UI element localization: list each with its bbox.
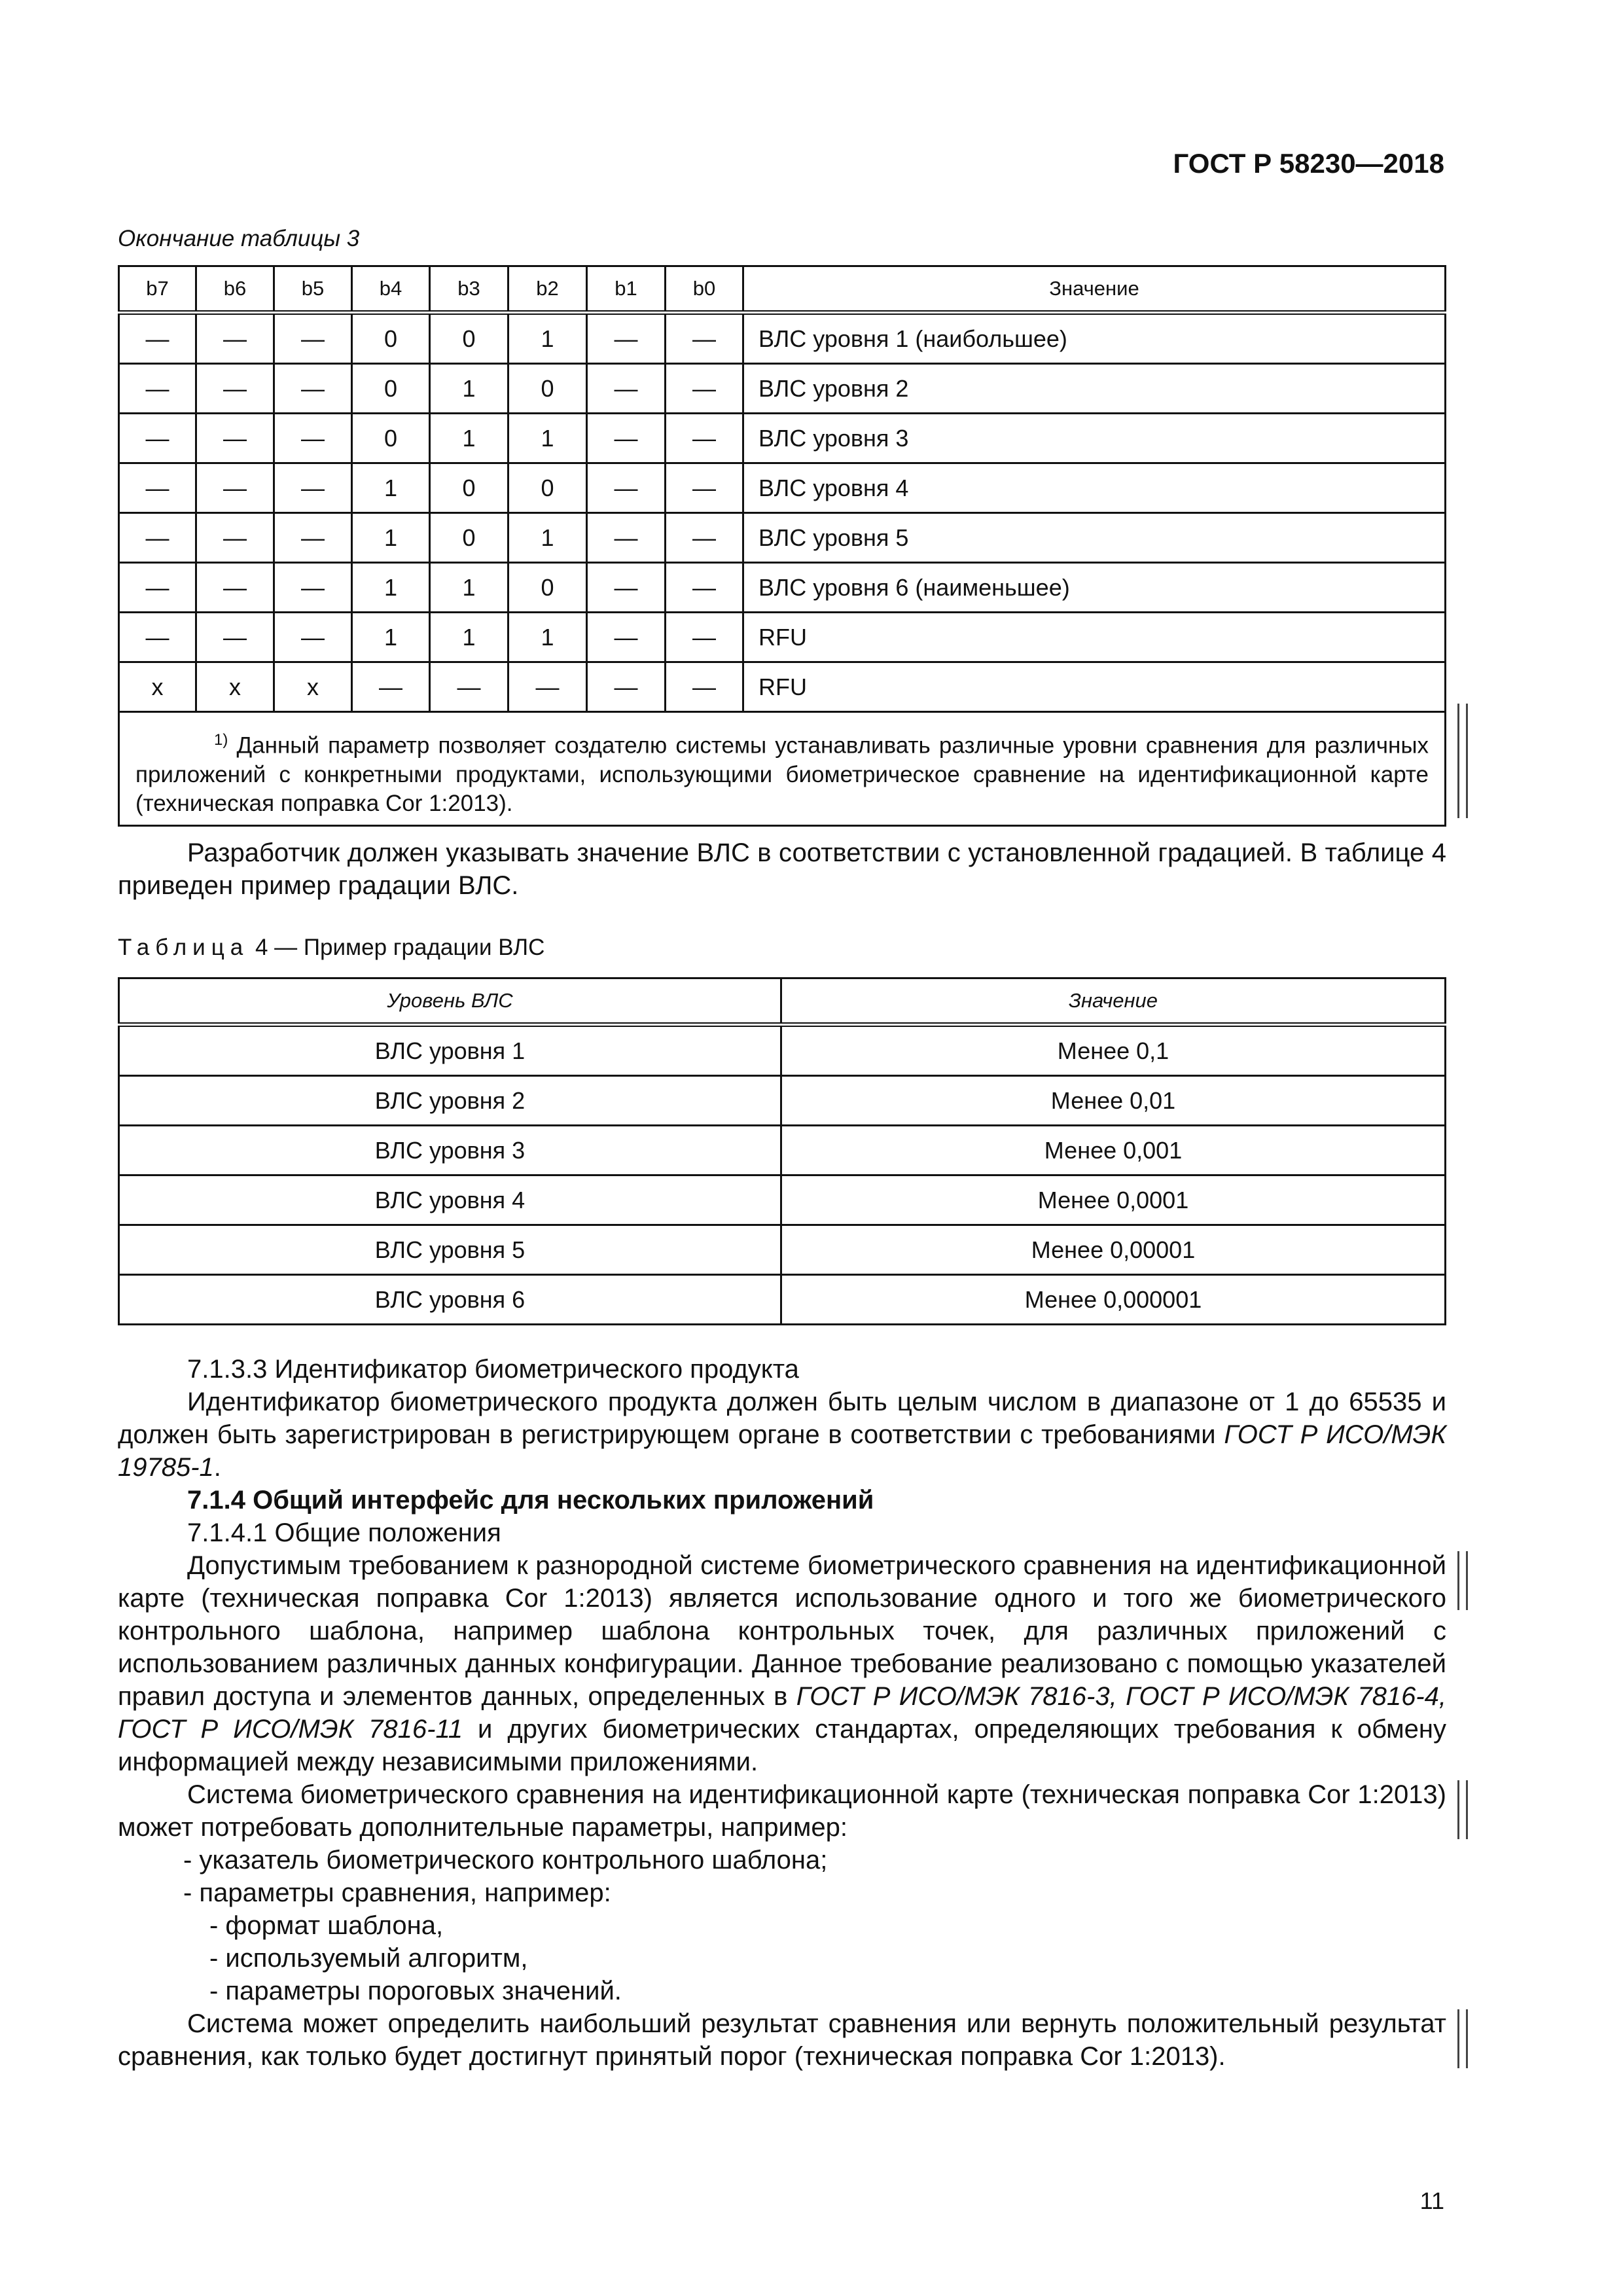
table-row xyxy=(119,463,1446,513)
table3-bit-cell: — xyxy=(196,414,274,463)
table3-bit-cell: 1 xyxy=(430,364,508,414)
table3-meaning-cell: ВЛС уровня 5 xyxy=(743,513,1446,563)
table-row xyxy=(119,414,1446,463)
table-row xyxy=(119,313,1446,364)
table-row xyxy=(119,1076,1446,1126)
table4-level-cell: ВЛС уровня 3 xyxy=(119,1126,781,1175)
table3-bit-cell: 0 xyxy=(352,364,430,414)
table4-value-cell: Менее 0,1 xyxy=(781,1025,1446,1076)
table4-caption-title: 4 — Пример градации ВЛС xyxy=(249,935,545,960)
page-number: 11 xyxy=(1419,2187,1444,2214)
table4-level-cell: ВЛС уровня 6 xyxy=(119,1275,781,1325)
table3-bit-cell: — xyxy=(666,463,743,513)
table3-bit-cell: — xyxy=(119,513,196,563)
table3-bit-cell: 0 xyxy=(430,313,508,364)
table3-bit-cell: — xyxy=(196,364,274,414)
table3-bit-cell: — xyxy=(274,513,352,563)
table3-bit-cell: — xyxy=(587,364,666,414)
table3-col-header: b7 xyxy=(119,266,196,313)
table3-meaning-cell: ВЛС уровня 2 xyxy=(743,364,1446,414)
table3-bit-cell: — xyxy=(196,313,274,364)
table3-bit-cell: — xyxy=(119,563,196,613)
sub-list-item: - формат шаблона, xyxy=(209,1911,444,1940)
change-bar xyxy=(1457,1551,1468,1610)
table3-bit-cell: 1 xyxy=(430,613,508,662)
table3-bit-cell: x xyxy=(196,662,274,712)
list-item: - параметры сравнения, например: xyxy=(183,1878,611,1907)
text-7133: Идентификатор биометрического продукта должен быть целым числом в диапазоне от 1 до 65535 и должен быть зарегистрирован в регистрирующем органе в соответствии с требованиями xyxy=(118,1388,1446,1449)
table3-bit-cell: — xyxy=(119,463,196,513)
text-7141-1b: и других биометрических стандартах, определяющих требования к обмену информацией между независимыми приложениями. xyxy=(118,1715,1446,1776)
table3-bit-cell: — xyxy=(274,313,352,364)
table-row xyxy=(119,364,1446,414)
table3-bit-cell: — xyxy=(352,662,430,712)
paragraph-7141-2: Система биометрического сравнения на идентификационной карте (техническая поправка Cor 1:2013) может потребовать дополнительные параметры, например: xyxy=(118,1780,1446,1842)
table4-level-cell: ВЛС уровня 4 xyxy=(119,1175,781,1225)
table3-bit-cell: — xyxy=(274,563,352,613)
table4-caption xyxy=(118,935,544,961)
table3-bit-cell: — xyxy=(508,662,587,712)
table-row xyxy=(119,1126,1446,1175)
table3-bit-cell: — xyxy=(666,313,743,364)
table-row xyxy=(119,1175,1446,1225)
heading-714: 7.1.4 Общий интерфейс для нескольких приложений xyxy=(187,1486,874,1515)
text-7133-end: . xyxy=(213,1453,221,1482)
change-bar xyxy=(1457,1780,1468,1839)
table3-bit-cell: — xyxy=(119,414,196,463)
table3-bit-cell: 0 xyxy=(508,463,587,513)
table3-bit-cell: — xyxy=(274,613,352,662)
table3-bit-cell: — xyxy=(196,463,274,513)
table3-bit-cell: 1 xyxy=(430,414,508,463)
table3-bit-cell: — xyxy=(430,662,508,712)
table3-caption: Окончание таблицы 3 xyxy=(118,226,360,251)
table4-header-row xyxy=(119,978,1446,1025)
table3-bit-cell: — xyxy=(196,613,274,662)
change-bar xyxy=(1457,2009,1468,2068)
table3-col-header: b6 xyxy=(196,266,274,313)
table-row xyxy=(119,1025,1446,1076)
table3-bit-cell: — xyxy=(587,613,666,662)
table-row xyxy=(119,1275,1446,1325)
table4-caption-label: Таблица xyxy=(118,935,249,960)
table3-bit-cell: 0 xyxy=(508,563,587,613)
table3-meaning-cell: RFU xyxy=(743,613,1446,662)
table3-meaning-cell: ВЛС уровня 1 (наибольшее) xyxy=(743,313,1446,364)
table3-bit-cell: — xyxy=(666,563,743,613)
table3-bit-cell: — xyxy=(274,364,352,414)
table3-bit-cell: 1 xyxy=(508,414,587,463)
table4-col-header: Значение xyxy=(781,978,1446,1025)
table3-bit-cell: — xyxy=(119,364,196,414)
sub-list-item: - параметры пороговых значений. xyxy=(209,1977,622,2005)
table3-meaning-cell: ВЛС уровня 4 xyxy=(743,463,1446,513)
table3-bit-cell: 1 xyxy=(508,313,587,364)
table3-col-header: b5 xyxy=(274,266,352,313)
table3-bit-cell: 1 xyxy=(352,613,430,662)
table3-bit-cell: 1 xyxy=(508,613,587,662)
table4-level-cell: ВЛС уровня 2 xyxy=(119,1076,781,1126)
table-row xyxy=(119,662,1446,712)
text-7141-1a: Допустимым требованием к разнородной системе биометрического сравнения на идентификационной карте (техническая поправка Cor 1:2013) является использование одного и того же биометрического контрольного шаблона, например шаблона контрольных точек, для различных приложений с использованием различных данных конфигурации. Данное требование реализовано с помощью указателей правил доступа и элементов данных, определенных в xyxy=(118,1551,1446,1711)
table3-bit-cell: 0 xyxy=(430,463,508,513)
table3 xyxy=(118,265,1446,827)
table3-bit-cell: x xyxy=(274,662,352,712)
table4 xyxy=(118,977,1446,1325)
paragraph-7141-3: Система может определить наибольший результат сравнения или вернуть положительный результат сравнения, как только будет достигнут принятый порог (техническая поправка Cor 1:2013). xyxy=(118,2009,1446,2071)
table3-bit-cell: — xyxy=(666,364,743,414)
table3-bit-cell: — xyxy=(119,613,196,662)
table3-bit-cell: — xyxy=(587,662,666,712)
table-row xyxy=(119,563,1446,613)
paragraph-7141-1 xyxy=(118,1549,1446,1778)
table4-value-cell: Менее 0,001 xyxy=(781,1126,1446,1175)
table3-bit-cell: 0 xyxy=(430,513,508,563)
heading-7141: 7.1.4.1 Общие положения xyxy=(187,1518,501,1547)
table3-col-header: b0 xyxy=(666,266,743,313)
paragraph-table4-intro: Разработчик должен указывать значение ВЛС в соответствии с установленной градацией. В таблице 4 приведен пример градации ВЛС. xyxy=(118,838,1446,900)
table3-bit-cell: — xyxy=(274,414,352,463)
table4-level-cell: ВЛС уровня 1 xyxy=(119,1025,781,1076)
table4-col-header: Уровень ВЛС xyxy=(119,978,781,1025)
table3-bit-cell: — xyxy=(666,662,743,712)
table3-bit-cell: — xyxy=(666,613,743,662)
table4-value-cell: Менее 0,00001 xyxy=(781,1225,1446,1275)
table3-bit-cell: — xyxy=(587,563,666,613)
table-row xyxy=(119,613,1446,662)
table3-bit-cell: — xyxy=(587,513,666,563)
table3-bit-cell: 1 xyxy=(508,513,587,563)
table3-bit-cell: 1 xyxy=(352,463,430,513)
text-7141-1-refs: ГОСТ Р ИСО/МЭК 7816-3, ГОСТ Р ИСО/МЭК 7816-4, ГОСТ Р ИСО/МЭК 7816-11 xyxy=(118,1682,1446,1744)
table3-col-header: Значение xyxy=(743,266,1446,313)
table3-footnote xyxy=(119,712,1446,826)
table4-value-cell: Менее 0,000001 xyxy=(781,1275,1446,1325)
table3-bit-cell: — xyxy=(587,463,666,513)
table3-bit-cell: 0 xyxy=(508,364,587,414)
heading-7133: 7.1.3.3 Идентификатор биометрического продукта xyxy=(187,1355,799,1384)
list-item: - указатель биометрического контрольного шаблона; xyxy=(183,1846,828,1874)
table3-bit-cell: — xyxy=(196,563,274,613)
sub-list-item: - используемый алгоритм, xyxy=(209,1944,528,1973)
document-code: ГОСТ Р 58230—2018 xyxy=(1173,148,1444,179)
table3-bit-cell: 1 xyxy=(352,563,430,613)
footnote-text: Данный параметр позволяет создателю системы устанавливать различные уровни сравнения для различных приложений с конкретными продуктами, использующими биометрическое сравнение на идентификационной карте (техническая поправка Cor 1:2013). xyxy=(135,732,1429,816)
table3-col-header: b4 xyxy=(352,266,430,313)
table3-bit-cell: x xyxy=(119,662,196,712)
table3-bit-cell: 1 xyxy=(430,563,508,613)
table3-footnote-row xyxy=(119,712,1446,826)
text-7133-ref: ГОСТ Р ИСО/МЭК 19785-1 xyxy=(118,1420,1446,1482)
table-row xyxy=(119,513,1446,563)
table3-bit-cell: 1 xyxy=(352,513,430,563)
table3-col-header: b2 xyxy=(508,266,587,313)
table3-meaning-cell: ВЛС уровня 3 xyxy=(743,414,1446,463)
table3-header-row xyxy=(119,266,1446,313)
table4-level-cell: ВЛС уровня 5 xyxy=(119,1225,781,1275)
table3-meaning-cell: ВЛС уровня 6 (наименьшее) xyxy=(743,563,1446,613)
table3-bit-cell: — xyxy=(666,513,743,563)
table3-meaning-cell: RFU xyxy=(743,662,1446,712)
table3-col-header: b1 xyxy=(587,266,666,313)
table3-bit-cell: — xyxy=(196,513,274,563)
table3-col-header: b3 xyxy=(430,266,508,313)
table3-bit-cell: — xyxy=(587,313,666,364)
footnote-mark: 1) xyxy=(214,731,228,749)
change-bar xyxy=(1457,704,1468,818)
paragraph-7133 xyxy=(118,1386,1446,1484)
table3-bit-cell: 0 xyxy=(352,414,430,463)
table3-bit-cell: — xyxy=(119,313,196,364)
table4-value-cell: Менее 0,01 xyxy=(781,1076,1446,1126)
table3-bit-cell: — xyxy=(587,414,666,463)
table4-value-cell: Менее 0,0001 xyxy=(781,1175,1446,1225)
table3-bit-cell: — xyxy=(274,463,352,513)
table3-bit-cell: 0 xyxy=(352,313,430,364)
table-row xyxy=(119,1225,1446,1275)
table3-bit-cell: — xyxy=(666,414,743,463)
